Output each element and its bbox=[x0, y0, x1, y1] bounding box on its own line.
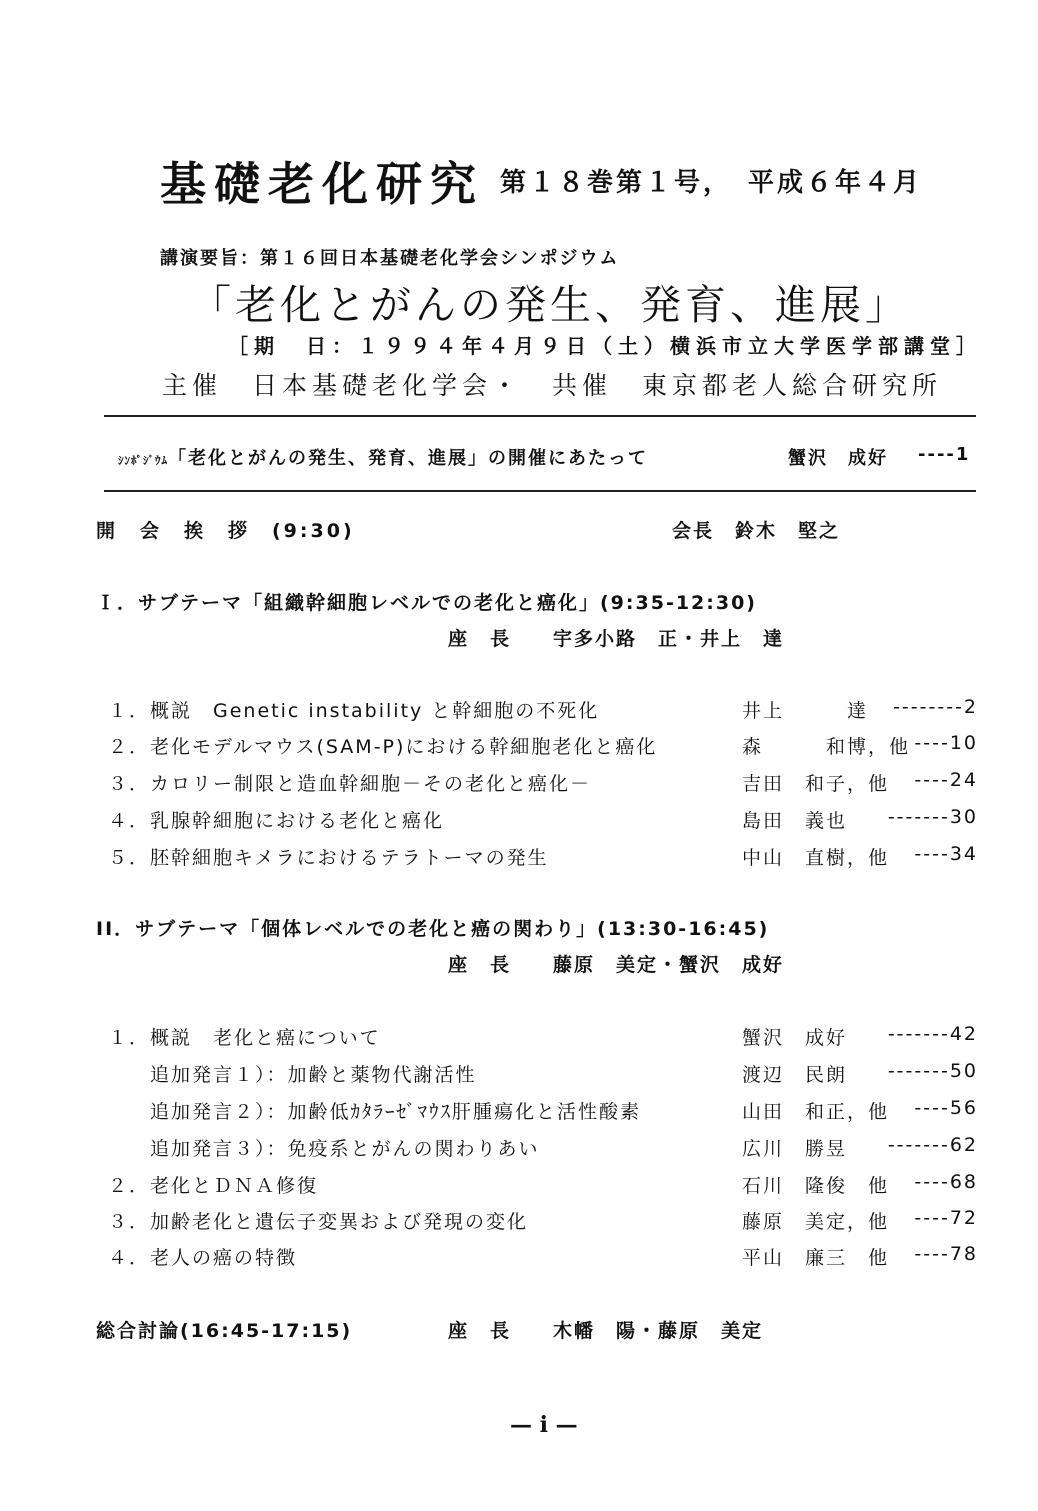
list-item-title: ３．加齢老化と遺伝子変異および発現の変化 bbox=[108, 1211, 529, 1233]
list-item-page: --------2 bbox=[893, 696, 978, 718]
closing-label: 総合討論(16:45-17:15) bbox=[96, 1320, 353, 1342]
list-item-page: -------42 bbox=[887, 1023, 978, 1045]
list-item-author: 藤原 美定，他 bbox=[742, 1211, 890, 1233]
list-item-page: -------30 bbox=[887, 806, 978, 828]
bottom-divider bbox=[104, 490, 976, 492]
list-item-page: ----72 bbox=[914, 1207, 978, 1229]
opening-label: 開 会 挨 拶 (9:30) bbox=[96, 520, 355, 542]
session2-heading: II．サブテーマ「個体レベルでの老化と癌の関わり」(13:30-16:45) bbox=[96, 918, 770, 940]
closing-chair: 座 長 木幡 陽・藤原 美定 bbox=[448, 1320, 764, 1342]
list-item-title: 追加発言２）：加齢低ｶﾀﾗｰｾﾞﾏｳｽ肝腫瘍化と活性酸素 bbox=[108, 1101, 642, 1123]
list-item-author: 中山 直樹，他 bbox=[742, 847, 890, 869]
list-item-page: ----78 bbox=[914, 1243, 978, 1265]
list-item-author: 石川 隆俊 他 bbox=[742, 1175, 890, 1197]
list-item-title: ３．カロリー制限と造血幹細胞－その老化と癌化－ bbox=[108, 773, 592, 795]
list-item-page: ----56 bbox=[914, 1097, 978, 1119]
intro-author: 蟹沢 成好 bbox=[788, 448, 888, 469]
date-venue: ［期 日：１９９４年４月９日（土）横浜市立大学医学部講堂］ bbox=[228, 334, 982, 358]
organizer: 主催 日本基礎老化学会・ 共催 東京都老人総合研究所 bbox=[162, 371, 943, 400]
list-item-author: 森 和博，他 bbox=[742, 736, 911, 758]
list-item-title: １．概説 Genetic instability と幹細胞の不死化 bbox=[108, 700, 600, 722]
list-item-author: 井上 達 bbox=[742, 700, 869, 722]
lecture-summary: 講演要旨：第１６回日本基礎老化学会シンポジウム bbox=[160, 248, 620, 269]
symposium-title: 「老化とがんの発生、発育、進展」 bbox=[190, 281, 910, 329]
journal-title: 基礎老化研究 bbox=[160, 157, 484, 211]
page-number: — i — bbox=[510, 1412, 578, 1438]
list-item-page: ----24 bbox=[914, 769, 978, 791]
session1-chair: 座 長 宇多小路 正・井上 達 bbox=[448, 628, 785, 650]
list-item-author: 山田 和正，他 bbox=[742, 1101, 890, 1123]
list-item-title: ２．老化モデルマウス(SAM-P)における幹細胞老化と癌化 bbox=[108, 736, 658, 758]
list-item-page: ----10 bbox=[914, 732, 978, 754]
intro-prefix: ｼﾝﾎﾟｼﾞｳﾑ bbox=[118, 454, 168, 467]
list-item-page: ----68 bbox=[914, 1171, 978, 1193]
intro-line bbox=[118, 444, 648, 470]
session2-chair: 座 長 藤原 美定・蟹沢 成好 bbox=[448, 954, 785, 976]
intro-page: ----1 bbox=[918, 444, 971, 465]
list-item-author: 島田 義也 bbox=[742, 810, 848, 832]
list-item-title: ４．老人の癌の特徴 bbox=[108, 1247, 298, 1269]
list-item-page: -------50 bbox=[887, 1060, 978, 1082]
list-item-author: 蟹沢 成好 bbox=[742, 1027, 848, 1049]
list-item-author: 広川 勝昱 bbox=[742, 1138, 848, 1160]
opening-speaker: 会長 鈴木 堅之 bbox=[672, 520, 841, 542]
list-item-author: 平山 廉三 他 bbox=[742, 1247, 890, 1269]
list-item-page: ----34 bbox=[914, 843, 978, 865]
list-item-title: 追加発言３）：免疫系とがんの関わりあい bbox=[108, 1138, 540, 1160]
list-item-title: ５．胚幹細胞キメラにおけるテラトーマの発生 bbox=[108, 847, 549, 869]
list-item-author: 渡辺 民朗 bbox=[742, 1064, 848, 1086]
list-item-title: １．概説 老化と癌について bbox=[108, 1027, 381, 1049]
list-item-title: ２．老化とＤＮＡ修復 bbox=[108, 1175, 319, 1197]
session1-heading: Ｉ．サブテーマ「組織幹細胞レベルでの老化と癌化」(9:35-12:30) bbox=[96, 592, 757, 614]
list-item-author: 吉田 和子，他 bbox=[742, 773, 890, 795]
list-item-title: 追加発言１）：加齢と薬物代謝活性 bbox=[108, 1064, 477, 1086]
intro-title: 「老化とがんの発生、発育、進展」の開催にあたって bbox=[168, 448, 648, 469]
top-divider bbox=[104, 415, 976, 417]
list-item-title: ４．乳腺幹細胞における老化と癌化 bbox=[108, 810, 445, 832]
issue-info: 第１８巻第１号， 平成６年４月 bbox=[500, 168, 923, 198]
list-item-page: -------62 bbox=[887, 1134, 978, 1156]
